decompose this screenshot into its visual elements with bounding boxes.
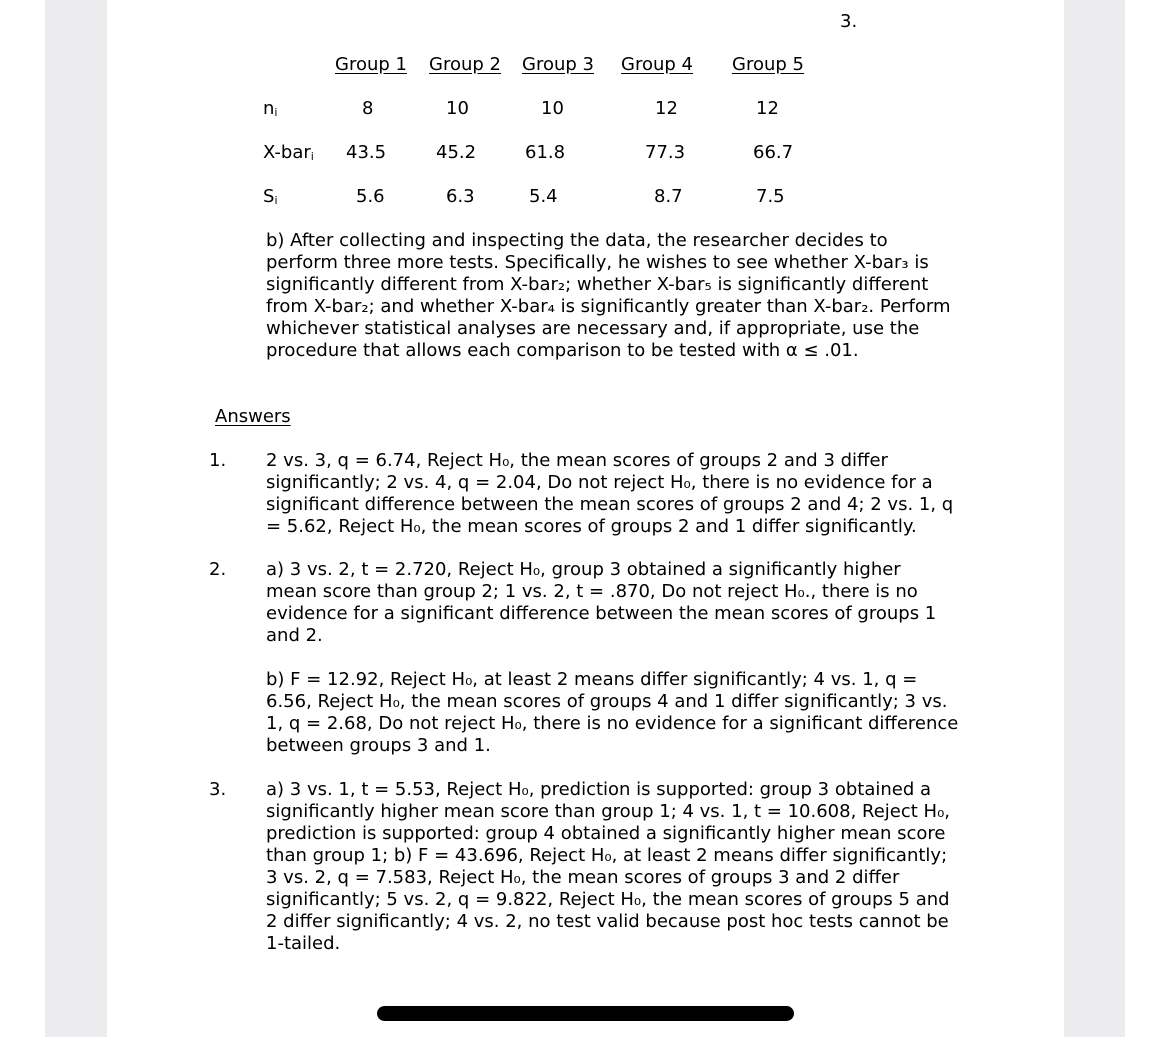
right-gutter	[1125, 0, 1170, 1037]
answer-1-number: 1.	[209, 450, 227, 471]
cell-xbar-group-1: 43.5	[346, 142, 387, 163]
cell-xbar-group-3: 61.8	[525, 142, 566, 163]
left-margin	[45, 0, 107, 1037]
row-label-xbar: X-bar$_i$	[263, 142, 314, 163]
cell-n-group-4: 12	[655, 98, 678, 119]
row-label-n: $n_i$	[263, 98, 278, 119]
cell-xbar-group-4: 77.3	[645, 142, 686, 163]
cell-xbar-group-5: 66.7	[753, 142, 794, 163]
answer-2a-text: a) 3 vs. 2, t = 2.720, Reject H₀, group 3 obtained a significantly higher mean score than group 2; 1 vs. 2, t = .870, Do not reject H₀., there is no evidence for a significant difference between the mean scores of groups 1 and 2.	[266, 559, 937, 646]
header-group-1: Group 1	[335, 54, 407, 75]
right-margin	[1064, 0, 1125, 1037]
cell-s-group-2: 6.3	[446, 186, 475, 207]
cell-s-group-1: 5.6	[356, 186, 385, 207]
row-label-s: $S_i$	[263, 186, 278, 207]
answers-heading: Answers	[215, 406, 291, 427]
cell-s-group-3: 5.4	[529, 186, 558, 207]
home-indicator[interactable]	[377, 1006, 794, 1021]
cell-s-group-5: 7.5	[756, 186, 785, 207]
answer-2b-text: b) F = 12.92, Reject H₀, at least 2 means differ significantly; 4 vs. 1, q = 6.56, Reject H₀, the mean scores of groups 4 and 1 differ significantly; 3 vs. 1, q = 2.68, Do not reject H₀, there is no evidence for a significant difference between groups 3 and 1.	[266, 669, 959, 756]
answer-3-number: 3.	[209, 779, 227, 800]
answer-2-number: 2.	[209, 559, 227, 580]
cell-n-group-1: 8	[362, 98, 374, 119]
part-b-question: b) After collecting and inspecting the data, the researcher decides to perform three more tests. Specifically, he wishes to see whether X-bar₃ is significantly different from X-bar₂; whether X-bar₅ is significantly different from X-bar₂; and whether X-bar₄ is significantly greater than X-bar₂. Perform whichever statistical analyses are necessary and, if appropriate, use the procedure that allows each comparison to be tested with α ≤ .01.	[266, 230, 951, 361]
header-group-3: Group 3	[522, 54, 594, 75]
header-group-2: Group 2	[429, 54, 501, 75]
header-group-5: Group 5	[732, 54, 804, 75]
cell-n-group-3: 10	[541, 98, 564, 119]
cell-xbar-group-2: 45.2	[436, 142, 477, 163]
cell-n-group-5: 12	[756, 98, 779, 119]
cell-n-group-2: 10	[446, 98, 469, 119]
left-gutter	[0, 0, 45, 1037]
cell-s-group-4: 8.7	[654, 186, 683, 207]
header-group-4: Group 4	[621, 54, 693, 75]
page-number: 3.	[840, 11, 858, 32]
answer-1-text: 2 vs. 3, q = 6.74, Reject H₀, the mean scores of groups 2 and 3 differ significantly; 2 vs. 4, q = 2.04, Do not reject H₀, there is no evidence for a significant difference between the mean scores of groups 2 and 4; 2 vs. 1, q = 5.62, Reject H₀, the mean scores of groups 2 and 1 differ significantly.	[266, 450, 954, 537]
answer-3-text: a) 3 vs. 1, t = 5.53, Reject H₀, prediction is supported: group 3 obtained a significantly higher mean score than group 1; 4 vs. 1, t = 10.608, Reject H₀, prediction is supported: group 4 obtained a significantly higher mean score than group 1; b) F = 43.696, Reject H₀, at least 2 means differ significantly; 3 vs. 2, q = 7.583, Reject H₀, the mean scores of groups 3 and 2 differ significantly; 5 vs. 2, q = 9.822, Reject H₀, the mean scores of groups 5 and 2 differ significantly; 4 vs. 2, no test valid because post hoc tests cannot be 1-tailed.	[266, 779, 951, 954]
